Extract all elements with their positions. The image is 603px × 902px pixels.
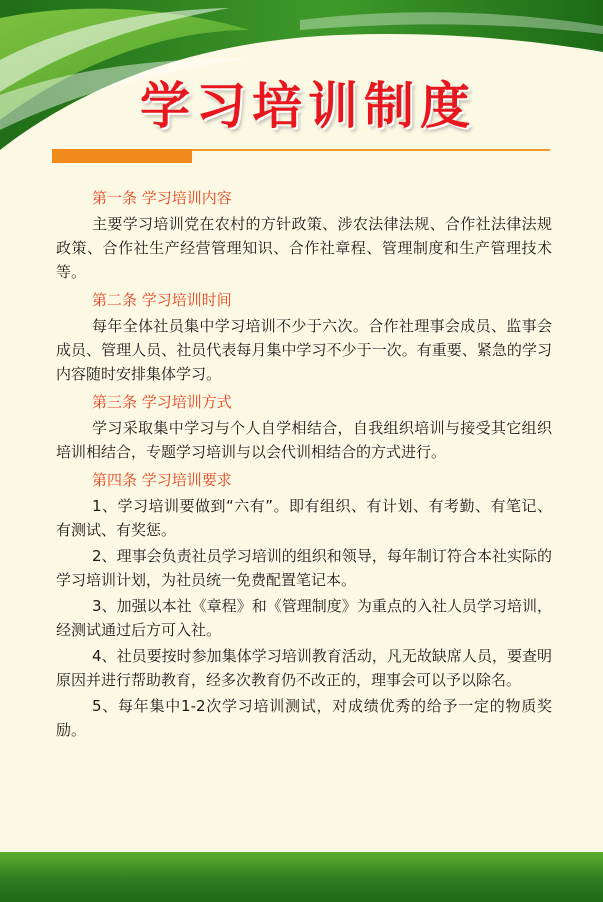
requirement-item: 5、每年集中1-2次学习培训测试，对成绩优秀的给予一定的物质奖励。 xyxy=(56,697,552,739)
title-accent-bar xyxy=(52,149,192,163)
section-heading: 第三条 学习培训方式 xyxy=(92,393,232,411)
section-heading: 第二条 学习培训时间 xyxy=(92,291,232,309)
requirement-item: 1、学习培训要做到“六有”。即有组织、有计划、有考勤、有笔记、有测试、有奖惩。 xyxy=(56,497,552,539)
section-paragraph: 学习采取集中学习与个人自学相结合，自我组织培训与接受其它组织培训相结合，专题学习培训与以会代训相结合的方式进行。 xyxy=(56,419,552,461)
requirement-item: 4、社员要按时参加集体学习培训教育活动，凡无故缺席人员，要查明原因并进行帮助教育，经多次教育仍不改正的，理事会可以予以除名。 xyxy=(56,647,552,689)
footer-green-band xyxy=(0,852,603,902)
section-paragraph: 每年全体社员集中学习培训不少于六次。合作社理事会成员、监事会成员、管理人员、社员代表每月集中学习不少于一次。有重要、紧急的学习内容随时安排集体学习。 xyxy=(56,317,552,383)
requirement-item: 2、理事会负责社员学习培训的组织和领导，每年制订符合本社实际的学习培训计划，为社员统一免费配置笔记本。 xyxy=(56,547,552,589)
section-paragraph: 主要学习培训党在农村的方针政策、涉农法律法规、合作社法律法规政策、合作社生产经营管理知识、合作社章程、管理制度和生产管理技术等。 xyxy=(56,215,552,281)
section-heading: 第四条 学习培训要求 xyxy=(92,471,232,489)
section-heading: 第一条 学习培训内容 xyxy=(92,189,232,207)
requirement-item: 3、加强以本社《章程》和《管理制度》为重点的入社人员学习培训，经测试通过后方可入社。 xyxy=(56,597,552,639)
regulation-body xyxy=(56,184,552,744)
page-title: 学习培训制度 xyxy=(140,76,476,135)
